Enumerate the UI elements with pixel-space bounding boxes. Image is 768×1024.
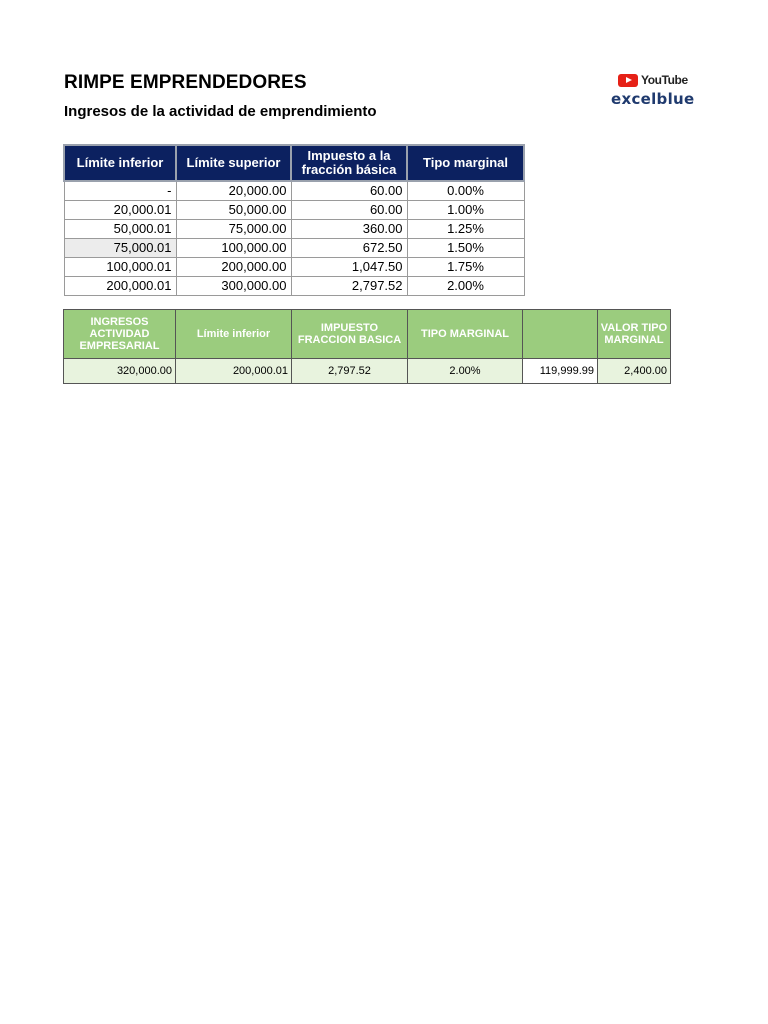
col-header-tipo-marginal: Tipo marginal <box>407 145 524 181</box>
col-header-impuesto-fraccion: Impuesto a la fracción básica <box>291 145 407 181</box>
cell-limite-inferior[interactable]: 200,000.01 <box>64 277 176 296</box>
cell-limite-superior[interactable]: 100,000.00 <box>176 239 291 258</box>
col-header-limite-superior: Límite superior <box>176 145 291 181</box>
cell-tipo-marginal[interactable]: 0.00% <box>407 181 524 201</box>
page-subtitle: Ingresos de la actividad de emprendimiento <box>64 103 377 120</box>
table-row <box>64 181 524 201</box>
brand-wordmark: excelblue <box>611 90 695 108</box>
cell-tipo-marginal[interactable]: 2.00% <box>407 277 524 296</box>
cell-impuesto-fraccion[interactable]: 2,797.52 <box>292 359 408 384</box>
cell-tipo-marginal[interactable]: 1.00% <box>407 201 524 220</box>
cell-impuesto[interactable]: 1,047.50 <box>291 258 407 277</box>
youtube-badge <box>618 73 688 87</box>
youtube-play-icon <box>618 74 638 87</box>
cell-impuesto[interactable]: 60.00 <box>291 201 407 220</box>
calc-table <box>63 309 671 384</box>
cell-limite-superior[interactable]: 20,000.00 <box>176 181 291 201</box>
col-header-excedente <box>523 310 598 359</box>
cell-ingresos[interactable]: 320,000.00 <box>64 359 176 384</box>
cell-tipo-marginal[interactable]: 2.00% <box>408 359 523 384</box>
cell-limite-superior[interactable]: 200,000.00 <box>176 258 291 277</box>
cell-tipo-marginal[interactable]: 1.25% <box>407 220 524 239</box>
cell-limite-inferior[interactable]: 200,000.01 <box>176 359 292 384</box>
youtube-wordmark: YouTube <box>641 73 688 87</box>
table-row <box>64 258 524 277</box>
cell-tipo-marginal[interactable]: 1.50% <box>407 239 524 258</box>
cell-limite-inferior[interactable]: 75,000.01 <box>64 239 176 258</box>
table-row <box>64 239 524 258</box>
cell-limite-superior[interactable]: 50,000.00 <box>176 201 291 220</box>
cell-tipo-marginal[interactable]: 1.75% <box>407 258 524 277</box>
col-header-limite-inferior: Límite inferior <box>64 145 176 181</box>
cell-impuesto[interactable]: 2,797.52 <box>291 277 407 296</box>
cell-impuesto[interactable]: 360.00 <box>291 220 407 239</box>
col-header-valor-tipo-marginal: VALOR TIPO MARGINAL <box>598 310 671 359</box>
cell-valor-tipo-marginal[interactable]: 2,400.00 <box>598 359 671 384</box>
calc-header-row <box>64 310 671 359</box>
table-row <box>64 201 524 220</box>
cell-excedente[interactable]: 119,999.99 <box>523 359 598 384</box>
cell-limite-superior[interactable]: 75,000.00 <box>176 220 291 239</box>
rates-table <box>63 144 525 296</box>
col-header-ingresos: INGRESOS ACTIVIDAD EMPRESARIAL <box>64 310 176 359</box>
cell-impuesto[interactable]: 672.50 <box>291 239 407 258</box>
cell-limite-inferior[interactable]: 50,000.01 <box>64 220 176 239</box>
cell-impuesto[interactable]: 60.00 <box>291 181 407 201</box>
page-title: RIMPE EMPRENDEDORES <box>64 72 307 93</box>
excelblue-logo <box>600 73 710 113</box>
rates-header-row <box>64 145 524 181</box>
cell-limite-inferior[interactable]: - <box>64 181 176 201</box>
col-header-limite-inferior: Límite inferior <box>176 310 292 359</box>
table-row <box>64 220 524 239</box>
col-header-impuesto-fraccion: IMPUESTO FRACCION BASICA <box>292 310 408 359</box>
cell-limite-inferior[interactable]: 20,000.01 <box>64 201 176 220</box>
table-row <box>64 277 524 296</box>
cell-limite-inferior[interactable]: 100,000.01 <box>64 258 176 277</box>
col-header-tipo-marginal: TIPO MARGINAL <box>408 310 523 359</box>
cell-limite-superior[interactable]: 300,000.00 <box>176 277 291 296</box>
calc-row <box>64 359 671 384</box>
